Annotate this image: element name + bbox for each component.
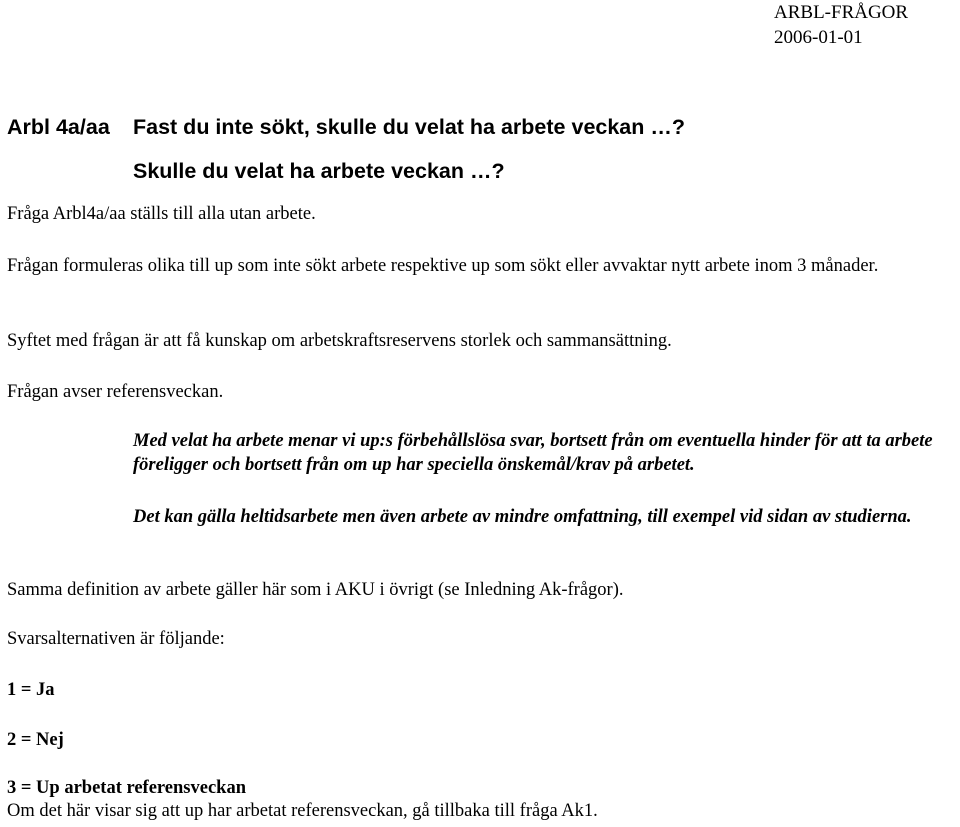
paragraph-footer-instruction: Om det här visar sig att up har arbetat referensveckan, gå tillbaka till fråga Ak1. (7, 801, 598, 821)
question-code: Arbl 4a/aa (7, 115, 110, 139)
paragraph-scope: Fråga Arbl4a/aa ställs till alla utan arbete. (7, 204, 316, 224)
paragraph-alternatives-intro: Svarsalternativen är följande: (7, 629, 225, 649)
question-text-line2: Skulle du velat ha arbete veckan …? (133, 159, 505, 183)
document-header-title: ARBL-FRÅGOR (774, 2, 909, 23)
document-header-date: 2006-01-01 (774, 27, 863, 48)
paragraph-work-definition: Samma definition av arbete gäller här som i AKU i övrigt (se Inledning Ak-frågor). (7, 580, 624, 600)
paragraph-reference-week: Frågan avser referensveckan. (7, 382, 224, 402)
answer-alternative-no: 2 = Nej (7, 730, 64, 750)
question-text-line1: Fast du inte sökt, skulle du velat ha arbete veckan …? (133, 115, 686, 139)
answer-alternative-worked: 3 = Up arbetat referensveckan (7, 778, 247, 798)
note-scope: Det kan gälla heltidsarbete men även arbete av mindre omfattning, till exempel vid sidan av studierna. (133, 507, 912, 527)
paragraph-purpose: Syftet med frågan är att få kunskap om arbetskraftsreservens storlek och sammansättning. (7, 331, 672, 351)
note-definition: Med velat ha arbete menar vi up:s förbehållslösa svar, bortsett från om eventuella hinder för att ta arbete föreligger och bortsett från om up har speciella önskemål/krav på arbetet. (133, 431, 933, 475)
paragraph-formulation: Frågan formuleras olika till up som inte sökt arbete respektive up som sökt eller avvaktar nytt arbete inom 3 månader. (7, 256, 879, 276)
answer-alternative-yes: 1 = Ja (7, 680, 55, 700)
